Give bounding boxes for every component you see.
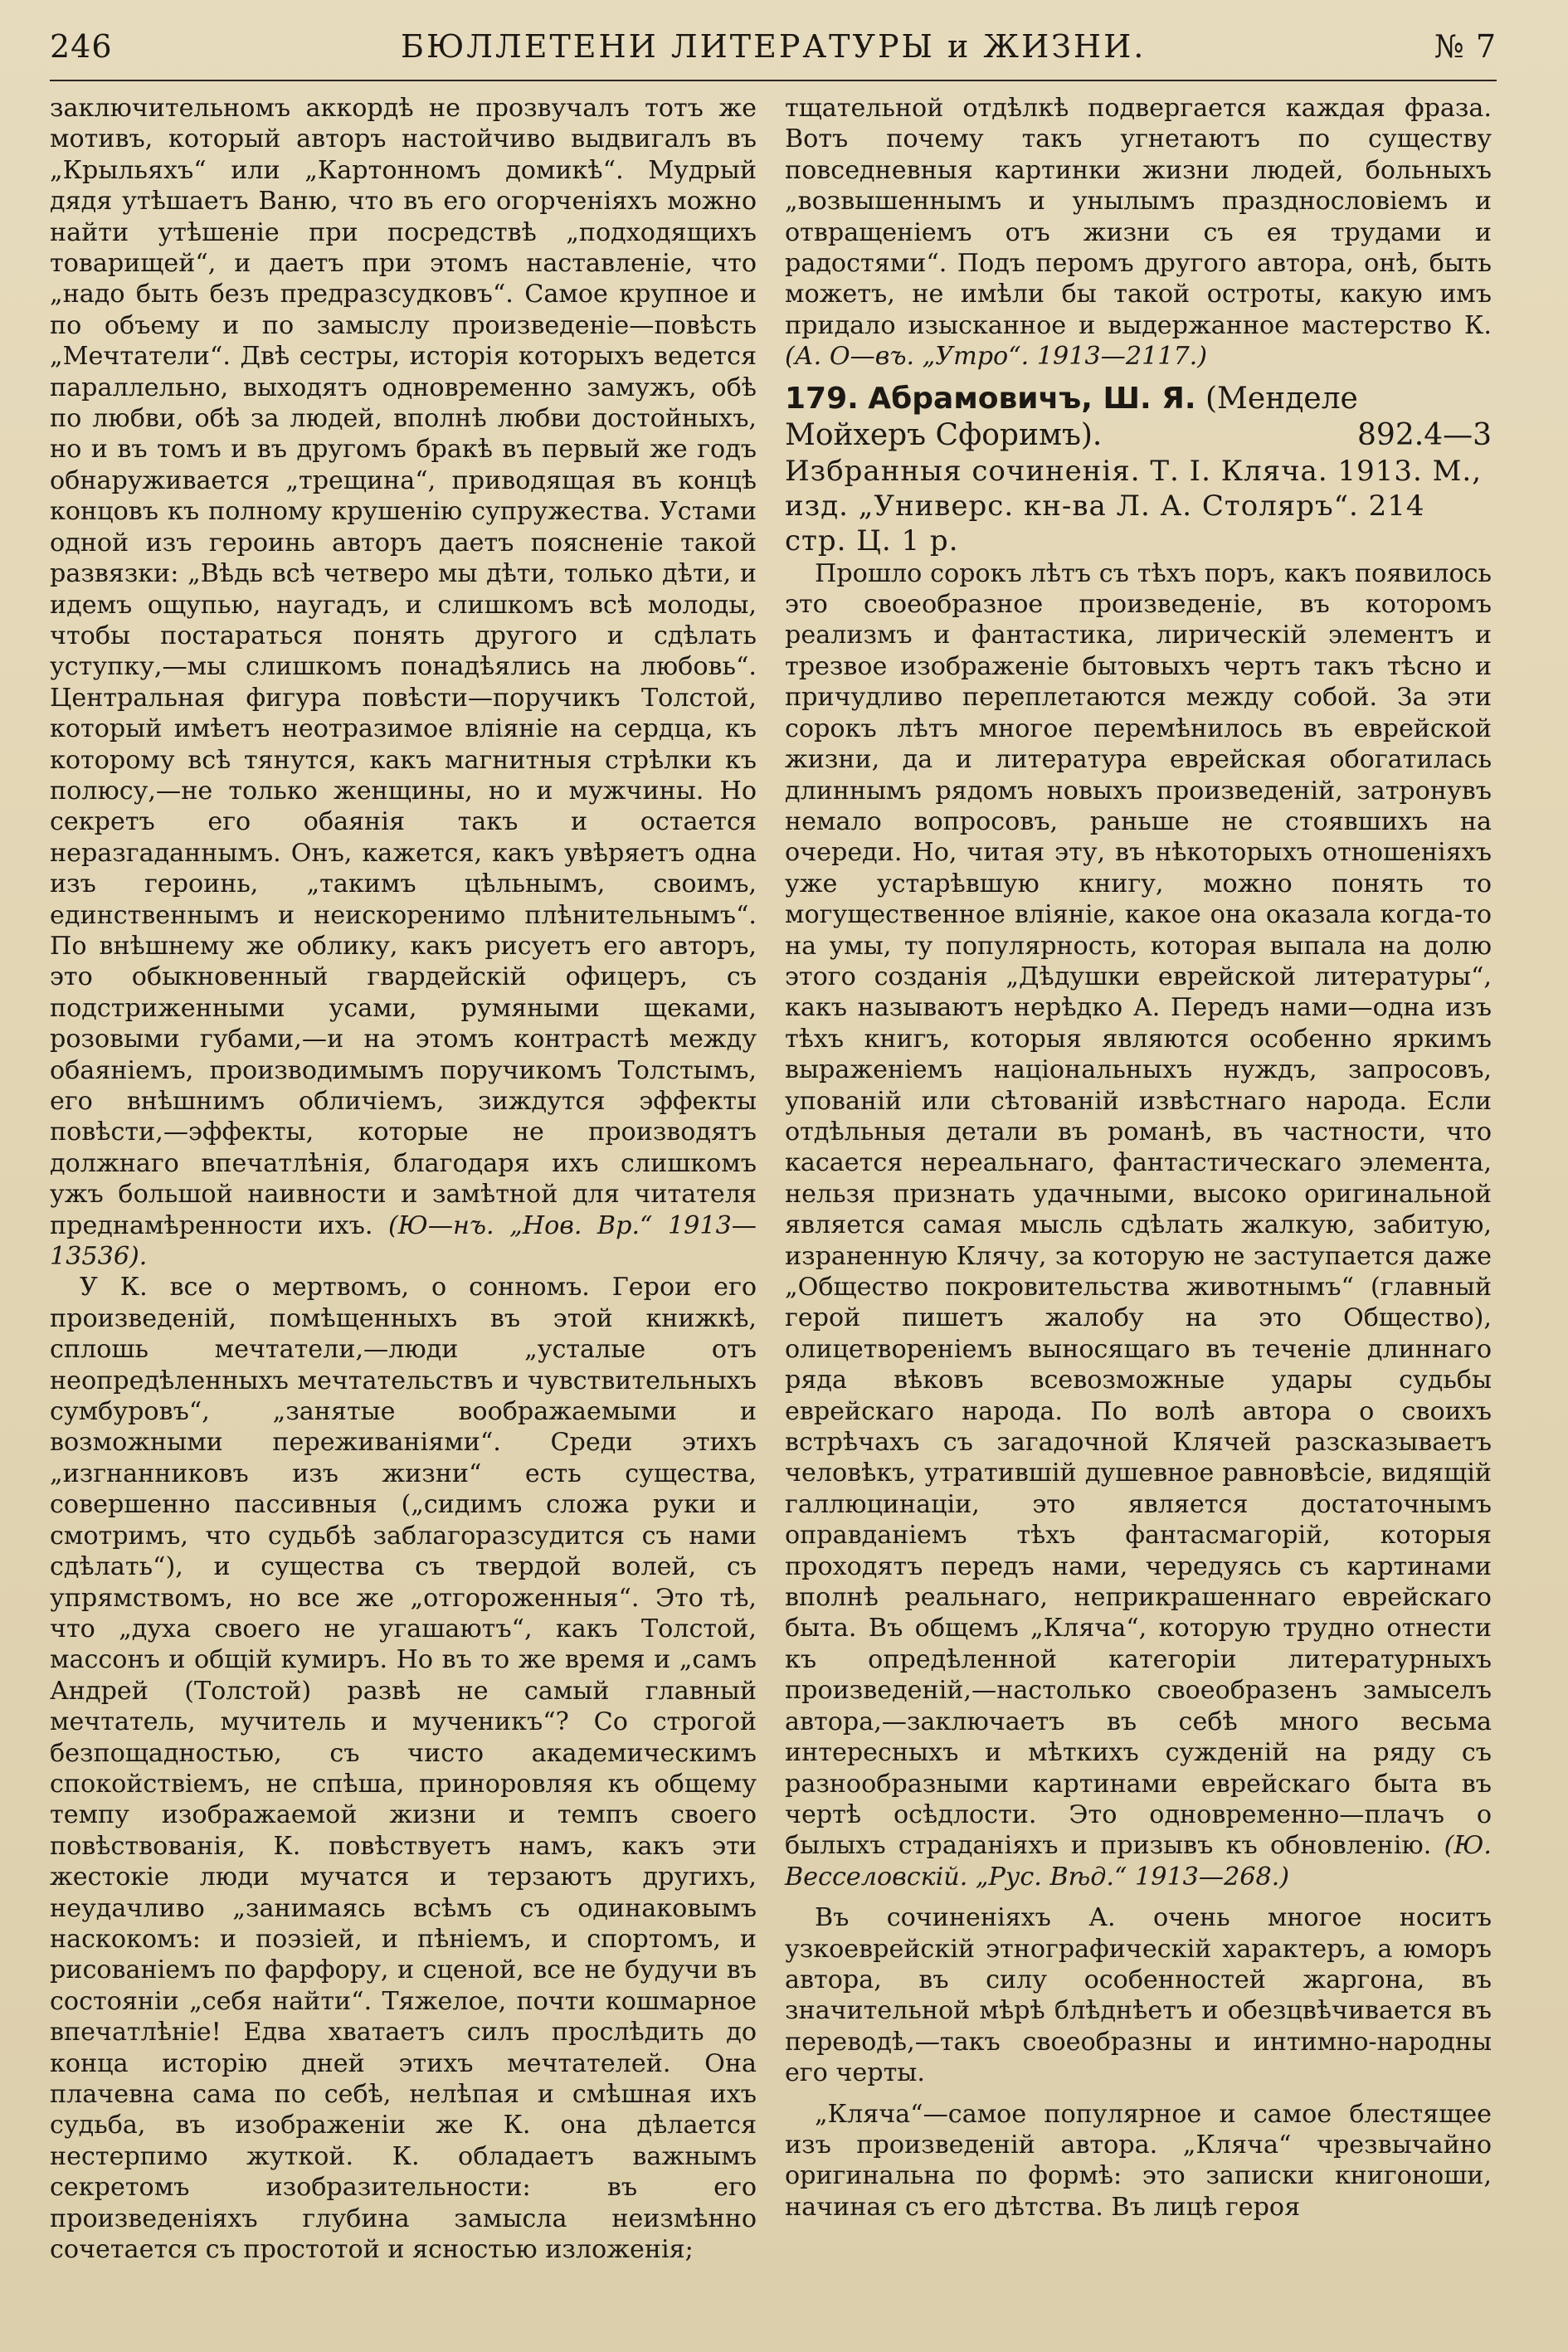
- review-paragraph: „Кляча“—самое популярное и самое блестящее изъ произведеній автора. „Кляча“ чрезвычайно оригинальна по формѣ: это записки книгоноши, начиная съ его дѣтства. Въ лицѣ героя: [785, 2099, 1492, 2222]
- review-paragraph: Въ сочиненіяхъ А. очень многое носитъ узкоеврейскій этнографическій характеръ, а юморъ автора, въ силу особенностей жаргона, въ значительной мѣрѣ блѣднѣетъ и обезцвѣчивается въ переводѣ,—такъ своеобразны и интимно-народны его черты.: [785, 1903, 1492, 2088]
- review-paragraph: заключительномъ аккордѣ не прозвучалъ тотъ же мотивъ, который авторъ настойчиво выдвигалъ въ „Крыльяхъ“ или „Картонномъ домикѣ“. Мудрый дядя утѣшаетъ Ваню, что въ его огорченіяхъ можно найти утѣшеніе при посредствѣ „подходящихъ товарищей“, и даетъ при этомъ наставленіе, что „надо быть безъ предразсудковъ“. Самое крупное и по объему и по замыслу произведеніе—повѣсть „Мечтатели“. Двѣ сестры, исторія которыхъ ведется параллельно, выходятъ одновременно замужъ, обѣ по любви, обѣ за людей, вполнѣ любви достойныхъ, но и въ томъ и въ другомъ бракѣ въ первый же годъ обнаруживается „трещина“, приводящая въ концѣ концовъ къ полному крушенію супружества. Устами одной изъ героинь авторъ даетъ поясненіе такой развязки: „Вѣдь всѣ четверо мы дѣти, только дѣти, и идемъ ощупью, наугадъ, и слишкомъ всѣ молоды, чтобы постараться понять другого и сдѣлать уступку,—мы слишкомъ понадѣялись на любовь“. Центральная фигура повѣсти—поручикъ Толстой, который имѣетъ неотразимое вліяніе на сердца, къ которому всѣ тянутся, какъ магнитныя стрѣлки къ полюсу,—не только женщины, но и мужчины. Но секретъ его обаянія такъ и остается неразгаданнымъ. Онъ, кажется, какъ увѣряетъ одна изъ героинь, „такимъ цѣльнымъ, своимъ, единственнымъ и неискоренимо плѣнительнымъ“. По внѣшнему же облику, какъ рисуетъ его авторъ, это обыкновенный гвардейскій офицеръ, съ подстриженными усами, румяными щеками, розовыми губами,—и на этомъ контрастѣ между обаяніемъ, производимымъ поручикомъ Толстымъ, его внѣшнимъ обличіемъ, зиждутся эффекты повѣсти,—эффекты, которые не производятъ должнаго впечатлѣнія, благодаря ихъ слишкомъ ужъ большой наивности и замѣтной для читателя преднамѣренности ихъ. (Ю—нъ. „Нов. Вр.“ 1913—13536).: [50, 94, 757, 1272]
- page-header: [50, 28, 1497, 76]
- review-citation: (А. О—въ. „Утро“. 1913—2117.): [785, 342, 1208, 372]
- review-paragraph: У К. все о мертвомъ, о сонномъ. Герои его произведеній, помѣщенныхъ въ этой книжкѣ, сплошь мечтатели,—люди „усталые отъ неопредѣленныхъ мечтательствъ и чувствительныхъ сумбуровъ“, „занятые воображаемыми и возможными переживаніями“. Среди этихъ „изгнанниковъ изъ жизни“ есть существа, совершенно пассивныя („сидимъ сложа руки и смотримъ, что судьбѣ заблагоразсудится съ нами сдѣлать“), и существа съ твердой волей, съ упрямствомъ, но все же „отгороженныя“. Это тѣ, что „духа своего не угашаютъ“, какъ Толстой, массонъ и общій кумиръ. Но въ то же время и „самъ Андрей (Толстой) развѣ не самый главный мечтатель, мучитель и мученикъ“? Со строгой безпощадностью, съ чисто академическимъ спокойствіемъ, не спѣша, приноровляя къ общему темпу изображаемой жизни и темпъ своего повѣствованія, К. повѣствуетъ намъ, какъ эти жестокіе люди мучатся и терзаютъ другихъ, неудачливо „занимаясь всѣмъ съ одинаковымъ наскокомъ: и поэзіей, и пѣніемъ, и спортомъ, и рисованіемъ по фарфору, и сценой, все не будучи въ состояніи „себя найти“. Тяжелое, почти кошмарное впечатлѣніе! Едва хватаетъ силъ прослѣдить до конца исторію дней этихъ мечтателей. Она плачевна сама по себѣ, нелѣпая и смѣшная ихъ судьба, въ изображеніи же К. она дѣлается нестерпимо жуткой. К. обладаетъ важнымъ секретомъ изобразительности: въ его произведеніяхъ глубина замысла неизмѣнно сочетается съ простотой и ясностью изложенія;: [50, 1273, 757, 2265]
- text-columns: [50, 93, 1497, 2265]
- page-number: 246: [50, 28, 113, 65]
- bibliographic-record: Избранныя сочиненія. Т. I. Кляча. 1913. М., изд. „Универс. кн-ва Л. А. Столяръ“. 214 стр. Ц. 1 р.: [785, 454, 1483, 558]
- entry-author: Абрамовичъ, Ш. Я.: [868, 381, 1196, 416]
- header-rule: [50, 80, 1497, 81]
- issue-number: № 7: [1434, 28, 1497, 65]
- running-title: БЮЛЛЕТЕНИ ЛИТЕРАТУРЫ и ЖИЗНИ.: [401, 28, 1147, 65]
- review-citation: (Ю. Весселовскій. „Рус. Вѣд.“ 1913—268.): [785, 1831, 1492, 1892]
- right-column: [785, 93, 1492, 2265]
- paragraph-gap: [785, 2089, 1492, 2099]
- review-paragraph: тщательной отдѣлкѣ подвергается каждая фраза. Вотъ почему такъ угнетаютъ по существу повседневныя картинки жизни людей, больныхъ „возвышеннымъ и унылымъ празднословіемъ и отвращеніемъ отъ жизни съ ея трудами и радостями“. Подъ перомъ другого автора, онѣ, быть можетъ, не имѣли бы такой остроты, какую имъ придало изысканное и выдержанное мастерство К. (А. О—въ. „Утро“. 1913—2117.): [785, 94, 1492, 372]
- entry-classification: 892.4—3: [1357, 417, 1492, 452]
- entry-number: 179.: [785, 381, 859, 416]
- entry-alias: (Менделе Мойхеръ Сфоримъ).: [785, 381, 1358, 452]
- paragraph-gap: [785, 1892, 1492, 1902]
- review-paragraph: Прошло сорокъ лѣтъ съ тѣхъ поръ, какъ появилось это своеобразное произведеніе, въ которомъ реализмъ и фантастика, лирическій элементъ и трезвое изображеніе бытовыхъ чертъ такъ тѣсно и причудливо переплетаются между собой. За эти сорокъ лѣтъ многое перемѣнилось въ еврейской жизни, да и литература еврейская обогатилась длиннымъ рядомъ новыхъ произведеній, затронувъ немало вопросовъ, раньше не стоявшихъ на очереди. Но, читая эту, въ нѣкоторыхъ отношеніяхъ уже устарѣвшую книгу, можно понять то могущественное вліяніе, какое она оказала когда-то на умы, ту популярность, которая выпала на долю этого созданія „Дѣдушки еврейской литературы“, какъ называютъ нерѣдко А. Передъ нами—одна изъ тѣхъ книгъ, которыя являются особенно яркимъ выраженіемъ національныхъ нуждъ, запросовъ, упованій или сѣтованій извѣстнаго народа. Если отдѣльныя детали въ романѣ, въ частности, что касается нереальнаго, фантастическаго элемента, нельзя признать удачными, высоко оригинальной является самая мысль сдѣлать жалкую, забитую, израненную Клячу, за которую не заступается даже „Общество покровительства животнымъ“ (главный герой пишетъ жалобу на это Общество), олицетвореніемъ выносящаго въ теченіе длиннаго ряда вѣковъ всевозможные удары судьбы еврейскаго народа. По волѣ автора о своихъ встрѣчахъ съ загадочной Клячей разсказываетъ человѣкъ, утратившій душевное равновѣсіе, видящій галлюцинаціи, это является достаточнымъ оправданіемъ тѣхъ фантасмагорій, которыя проходятъ передъ нами, чередуясь съ картинами вполнѣ реальнаго, неприкрашеннаго еврейскаго быта. Въ общемъ „Кляча“, которую трудно отнести къ опредѣленной категоріи литературныхъ произведеній,—настолько своеобразенъ замыселъ автора,—заключаетъ въ себѣ много весьма интересныхъ и мѣткихъ сужденій на ряду съ разнообразными картинами еврейскаго быта въ чертѣ осѣдлости. Это одновременно—плачъ о былыхъ страданіяхъ и призывъ къ обновленію. (Ю. Весселовскій. „Рус. Вѣд.“ 1913—268.): [785, 558, 1492, 1892]
- left-column: [50, 93, 757, 2265]
- review-citation: (Ю—нъ. „Нов. Вр.“ 1913—13536).: [50, 1210, 757, 1272]
- entry-heading: [785, 381, 1492, 454]
